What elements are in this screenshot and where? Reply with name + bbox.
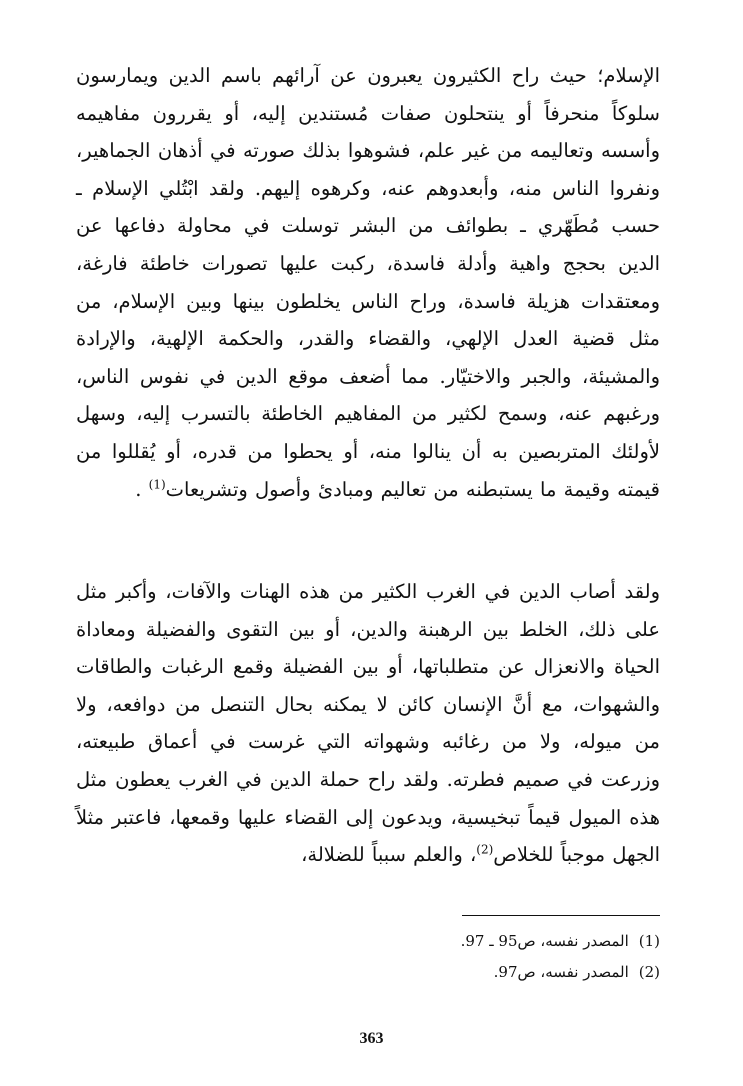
paragraph-2-text: ولقد أصاب الدين في الغرب الكثير من هذه الهنات والآفات، وأكبر مثل على ذلك، الخلط بين الرهبنة والدين، أو بين التقوى والفضيلة ومعاداة الحياة والانعزال عن متطلباتها، أو بين الفضيلة وقمع الرغبات والطاقات والشهوات، مع أنَّ الإنسان كائن لا يمكنه بحال التنصل من دوافعه، ولا من ميوله، ولا من رغائبه وشهواته التي غرست في أعماق طبيعته، وزرعت في صميم فطرته. ولقد راح حملة الدين في الغرب يعطون مثل هذه الميول قيماً تبخيسية، ويدعون إلى القضاء عليها وقمعها، فاعتبر مثلاً الجهل موجباً للخلاص xyxy=(76,580,660,867)
footnote-1-number: (1) xyxy=(638,932,660,950)
paragraph-1-end: . xyxy=(135,477,149,501)
footnote-1 xyxy=(461,930,660,952)
footnote-2-text: المصدر نفسه، ص97. xyxy=(493,963,629,981)
footnote-1-text: المصدر نفسه، ص95 ـ 97. xyxy=(460,932,629,950)
body-paragraph-2 xyxy=(76,573,660,874)
footnote-ref-1: (1) xyxy=(148,477,166,492)
footnote-ref-2: (2) xyxy=(476,842,494,857)
page-number: 363 xyxy=(359,1030,384,1047)
body-paragraph-1 xyxy=(76,57,660,508)
footnote-2-number: (2) xyxy=(638,963,660,981)
paragraph-2-end: ، والعلم سبباً للضلالة، xyxy=(301,843,477,867)
footnote-divider xyxy=(462,915,660,916)
footnote-2 xyxy=(494,961,660,983)
paragraph-1-text: الإسلام؛ حيث راح الكثيرون يعبرون عن آرائهم باسم الدين ويمارسون سلوكاً منحرفاً أو ينتحلون صفات مُستندين إليه، أو يقررون مفاهيمه وأسسه وتعاليمه من غير علم، فشوهوا بذلك صورته في أذهان الجماهير، ونفروا الناس منه، وأبعدوهم عنه، وكرهوه إليهم. ولقد ابْتُلي الإسلام ـ حسب مُطَهّري ـ بطوائف من البشر توسلت في محاولة دفاعها عن الدين بحجج واهية وأدلة فاسدة، ركبت عليها تصورات خاطئة فارغة، ومعتقدات هزيلة فاسدة، وراح الناس يخلطون بينها وبين الإسلام، من مثل قضية العدل الإلهي، والقضاء والقدر، والحكمة الإلهية، والإرادة والمشيئة، والجبر والاختيّار. مما أضعف موقع الدين في نفوس الناس، ورغبهم عنه، وسمح لكثير من المفاهيم الخاطئة بالتسرب إليه، وسهل لأولئك المتربصين به أن ينالوا منه، أو يحطوا من قدره، أو يُقللوا من قيمته وقيمة ما يستبطنه من تعاليم ومبادئ وأصول وتشريعات xyxy=(76,64,660,501)
